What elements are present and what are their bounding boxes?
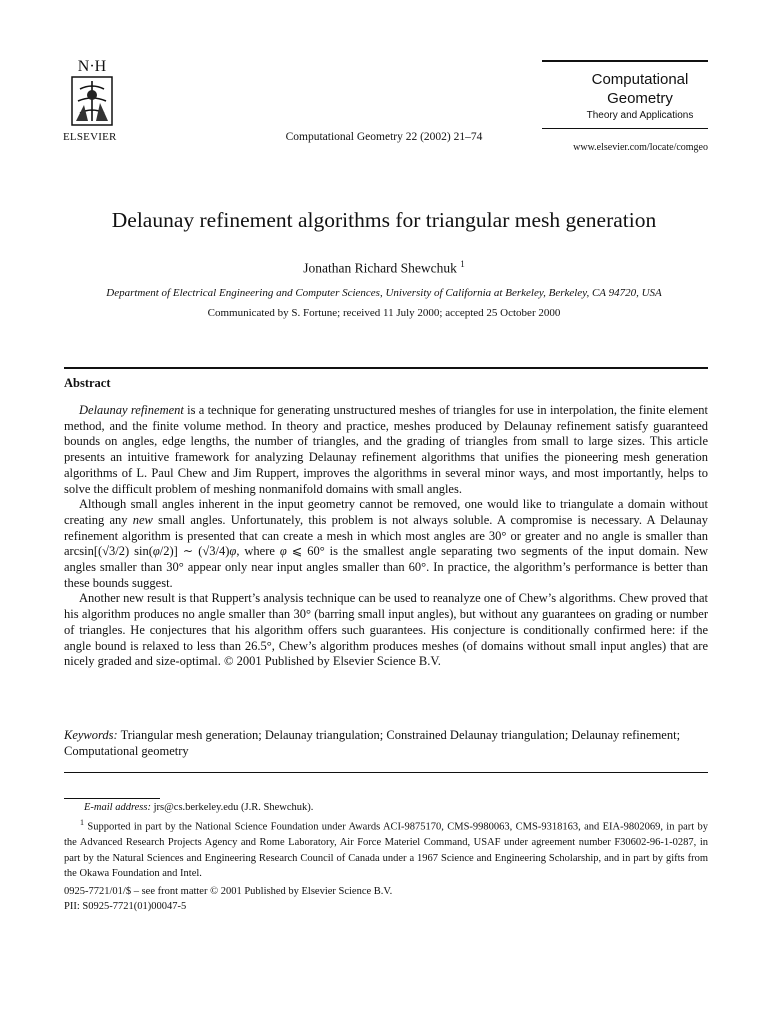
abstract-p1-text: is a technique for generating unstructured meshes of triangles for use in interpolation, the finite element method, and the finite volume method. In theory and practice, meshes produced by Delaunay refinement satisfy guaranteed bounds on angles, edge lengths, the number of triangles, and the grading of triangles from small to large sizes. This article presents an intuitive framework for analyzing Delaunay refinement algorithms that unifies the pioneering mesh generation algorithms of L. Paul Chew and Jim Ruppert, improves the algorithms in several minor ways, and most importantly, helps to solve the difficult problem of meshing nonmanifold domains with small angles. [64,403,708,496]
journal-name-line2: Geometry [607,90,673,107]
affiliation: Department of Electrical Engineering and Computer Sciences, University of California at Berkeley, Berkeley, CA 94720, USA [106,287,662,299]
abstract-p2-text-b: small angles. Unfortunately, this problem is not always soluble. A compromise is necessary. A Delaunay refinement algorithm is presented that can create a mesh in which most angles are 30° or greater and no angle is smaller than arcsin[(√3/2) sin( [64,512,708,559]
abstract-paragraph-2 [64,497,708,591]
footnote-1 [64,815,708,881]
front-matter-copyright: 0925-7721/01/$ – see front matter © 2001 Published by Elsevier Science B.V. [64,886,393,897]
journal-citation: Computational Geometry 22 (2002) 21–74 [285,131,483,143]
front-matter [64,884,392,914]
author-line [0,259,768,277]
phi-symbol: φ [279,544,287,559]
abstract-p2-text-d: , where [236,544,280,559]
author-footnote-mark: 1 [460,259,465,269]
keywords [64,728,708,759]
keywords-text: Triangular mesh generation; Delaunay triangulation; Constrained Delaunay triangulation; Delaunay refinement; Computational geometry [64,728,681,758]
journal-name [560,70,720,124]
elsevier-logo [62,55,122,135]
abstract-p2-text-a: Although small angles inherent in the input geometry cannot be removed, one would like to triangulate a domain without creating any [64,497,708,527]
abstract-heading: Abstract [64,376,111,390]
abstract-paragraph-1 [64,403,708,497]
footnote-1-text: Supported in part by the National Science Foundation under Awards ACI-9875170, CMS-9980063, CMS-9318163, and EIA-9802069, in part by the Advanced Research Projects Agency and Rome Laboratory, Air Force Materiel Command, USAF under agreement number F30602-96-1-0287, in part by the Natural Sciences and Engineering Research Council of Canada under a 1967 Science and Engineering Scholarship, and in part by gifts from the Okawa Foundation and Intel. [64,821,708,880]
abstract-rule-top [64,367,708,369]
abstract-paragraph-3: Another new result is that Ruppert’s analysis technique can be used to reanalyze one of Chew’s algorithms. Chew proved that his algorithm produces no angle smaller than 30° (barring small input angles), but without any guarantees on grading or number of triangles. He conjectures that his algorithm offers such guarantees. His conjecture is conditionally confirmed here: if the angle bound is relaxed to less than 26.5°, Chew’s algorithm produces meshes (of domains without small input angles) that are nicely graded and size-optimal. © 2001 Published by Elsevier Science B.V. [64,591,708,669]
communicated-line: Communicated by S. Fortune; received 11 July 2000; accepted 25 October 2000 [207,307,561,319]
logo-lettering: N·H [77,58,107,75]
front-matter-pii: PII: S0925-7721(01)00047-5 [64,901,187,912]
publisher-name: ELSEVIER [63,131,117,143]
email-text[interactable]: jrs@cs.berkeley.edu (J.R. Shewchuk). [150,802,314,813]
footnote-1-mark: 1 [80,818,84,828]
abstract-term: Delaunay refinement [79,403,184,417]
footnotes [64,800,708,882]
author-name: Jonathan Richard Shewchuk [303,260,457,276]
header-rule-top [542,60,708,62]
footnote-rule [64,798,160,799]
footnote-email [64,800,708,815]
abstract-body [64,403,708,670]
abstract-p2-emphasis: new [132,512,153,527]
abstract-rule-bottom [64,772,708,773]
abstract-p2-text-c: /2)] ∼ (√3/4) [159,544,230,559]
phi-symbol: φ [152,544,160,559]
article-title: Delaunay refinement algorithms for triangular mesh generation [111,208,657,232]
abstract-p2-text-e: ⩽ 60° is the smallest angle separating two segments of the input domain. New angles smaller than 30° appear only near input angles smaller than 60°. In practice, the algorithm’s performance is better than these bounds suggest. [64,544,709,590]
phi-symbol: φ [229,544,237,559]
keywords-label: Keywords: [64,728,118,742]
journal-url[interactable]: www.elsevier.com/locate/comgeo [573,142,708,153]
journal-name-line1: Computational [591,71,689,88]
header-rule-bottom [542,128,708,129]
journal-subtitle: Theory and Applications [586,110,694,121]
email-label: E-mail address: [84,802,151,813]
